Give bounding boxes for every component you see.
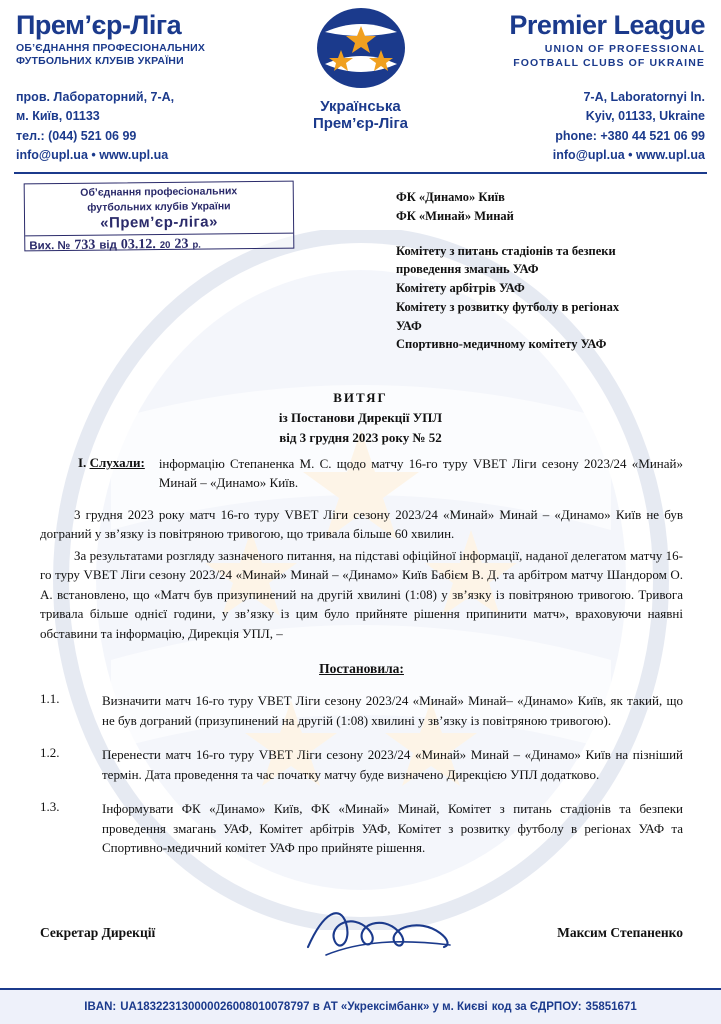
addressee-line: Комітету з питань стадіонів та безпеки: [396, 243, 616, 258]
addressee-line: ФК «Динамо» Київ: [396, 190, 505, 204]
brand-subtitle-en: [425, 42, 705, 70]
stamp-outgoing-label: Вих. №: [29, 240, 71, 253]
body-paragraph-1: 3 грудня 2023 року матч 16-го туру VBET Ліги сезону 2023/24 «Минай» Минай – «Динамо» Київ не був дограний у зв’язку із повітряною тривогою, що тривала більше 60 хвилин.: [40, 506, 683, 542]
footer-bank-details: [0, 988, 721, 1024]
document-title-main: ВИТЯГ: [333, 390, 388, 405]
document-title: [0, 388, 721, 448]
addressee-line: УАФ: [396, 318, 422, 333]
addressee-line: Спортивно-медичному комітету УАФ: [396, 337, 607, 352]
stamp-org-line2: футбольних клубів України: [87, 200, 231, 214]
heard-section: [40, 455, 683, 493]
upl-logo-caption-line1: Українська: [320, 98, 401, 115]
addressee-line: Комітету арбітрів УАФ: [396, 281, 525, 295]
signature-block: [40, 925, 683, 941]
brand-title-ua: Прем’єр-Ліга: [16, 10, 182, 40]
iban-label: IBAN:: [84, 1001, 117, 1013]
heard-label: [40, 455, 145, 471]
resolution-item: [40, 799, 683, 858]
brand-subtitle-ua-line2: ФУТБОЛЬНИХ КЛУБІВ УКРАЇНИ: [16, 55, 184, 68]
heard-label-text: Слухали:: [89, 455, 145, 470]
edrpou-value: 35851671: [585, 1001, 637, 1013]
email-web-ua[interactable]: info@upl.ua • www.upl.ua: [16, 148, 169, 163]
resolution-heading: Постановила:: [319, 661, 404, 677]
resolution-item-number: 1.3.: [40, 799, 60, 815]
header-divider: [14, 172, 707, 174]
resolution-item-text: Перенести матч 16-го туру VBET Ліги сезону 2023/24 «Минай» Минай – «Динамо» Київ на пізніший термін. Дата проведення та час початку матчу буде визначено Дирекцією УПЛ додатково.: [102, 747, 683, 782]
document-title-sub2: від 3 грудня 2023 року № 52: [279, 430, 442, 446]
addressee-committees: [396, 242, 696, 355]
letterhead: [0, 0, 721, 175]
address-en-line2: Kyiv, 01133, Ukraine: [585, 109, 705, 124]
letterhead-english-brand: [425, 12, 705, 70]
stamp-org-line1: Об’єднання професіональних: [80, 185, 238, 199]
addressee-clubs: [396, 188, 696, 226]
brand-subtitle-ua-line1: ОБ’ЄДНАННЯ ПРОФЕСІОНАЛЬНИХ: [16, 42, 206, 54]
resolution-item-text: Інформувати ФК «Динамо» Київ, ФК «Минай» Минай, Комітет з питань стадіонів та безпеки проведення змагань УАФ, Комітет арбітрів УАФ, Комітет з розвитку футболу в регіонах УАФ та Спортивно-медичний комітет УАФ про прийняте рішення.: [102, 801, 683, 856]
resolution-item: [40, 745, 683, 784]
upl-logo-caption: [286, 99, 436, 133]
phone-ua: тел.: (044) 521 06 99: [16, 128, 137, 143]
addressee-line: Комітету з розвитку футболу в регіонах: [396, 299, 620, 314]
heard-text: інформацію Степаненка М. С. щодо матчу 16-го туру VBET Ліги сезону 2023/24 «Минай» Минай – «Динамо» Київ.: [158, 456, 683, 490]
letterhead-ukrainian-brand: [16, 12, 296, 68]
email-web-en[interactable]: info@upl.ua • www.upl.ua: [552, 148, 705, 163]
stamp-year-tail: р.: [192, 239, 201, 251]
body-paragraph-2: За результатами розгляду зазначеного питання, на підставі офіційної інформації, наданої делегатом матчу 16-го туру VBET Ліги сезону 2023/24 «Минай» Минай – «Динамо» Київ Бабієм В. Д. та арбітром матчу Шандором О. А. встановлено, що «Матч був призупинений на другій хвилині (1:08) у зв’язку із повітряною тривогою. Тривога тривала більше однієї години, у зв’язку із цим було прийняте рішення припинити матч», враховуючи наявні обставини та інформацію, Дирекція УПЛ, –: [40, 547, 683, 641]
resolution-item: [40, 691, 683, 730]
stamp-org-name: «Прем’єр-ліга»: [100, 213, 219, 232]
addressee-line: проведення змагань УАФ: [396, 262, 539, 277]
brand-subtitle-ua: [16, 42, 296, 68]
heard-number: I.: [78, 455, 87, 470]
brand-subtitle-en-line2: FOOTBALL CLUBS OF UKRAINE: [513, 57, 705, 70]
outgoing-registration-stamp: [24, 181, 295, 252]
upl-logo-mark: [315, 6, 407, 92]
phone-en: phone: +380 44 521 06 99: [555, 128, 705, 143]
brand-subtitle-en-line1: UNION OF PROFESSIONAL: [544, 43, 705, 55]
addressee-block: [396, 188, 696, 354]
document-title-sub1: із Постанови Дирекції УПЛ: [278, 410, 443, 426]
brand-title-en: Premier League: [509, 10, 705, 40]
contact-block-ua: [16, 88, 174, 166]
signature-role: Секретар Дирекції: [40, 925, 156, 940]
stamp-date: 03.12.: [120, 237, 156, 253]
address-ua-line2: м. Київ, 01133: [16, 109, 100, 124]
iban-value: UA183223130000026008010078797 в АТ «Укрексімбанк» у м. Києві: [120, 1001, 488, 1013]
signature-name: Максим Степаненко: [557, 925, 683, 940]
document-body: [40, 455, 683, 873]
address-en-line1: 7-A, Laboratornyi ln.: [583, 90, 705, 104]
contact-block-en: [553, 88, 705, 166]
stamp-year: 23: [174, 236, 189, 252]
stamp-year-prefix: 20: [159, 240, 171, 252]
stamp-from-label: від: [99, 239, 117, 252]
upl-logo: [286, 6, 436, 133]
address-ua-line1: пров. Лабораторний, 7-А,: [16, 90, 175, 104]
resolution-item-text: Визначити матч 16-го туру VBET Ліги сезону 2023/24 «Минай» Минай– «Динамо» Київ, як такий, що не був дограний (призупинений на другій (1:08) хвилині у зв’язку із повітряною тривогою).: [102, 693, 683, 728]
edrpou-label: код за ЄДРПОУ:: [491, 1001, 582, 1013]
resolution-item-number: 1.1.: [40, 691, 60, 707]
addressee-line: ФК «Минай» Минай: [396, 208, 514, 223]
upl-logo-caption-line2: Прем’єр-Ліга: [312, 114, 409, 132]
stamp-outgoing-number: 733: [74, 237, 96, 254]
stamp-registration-row: [25, 233, 293, 255]
resolution-item-number: 1.2.: [40, 745, 60, 761]
